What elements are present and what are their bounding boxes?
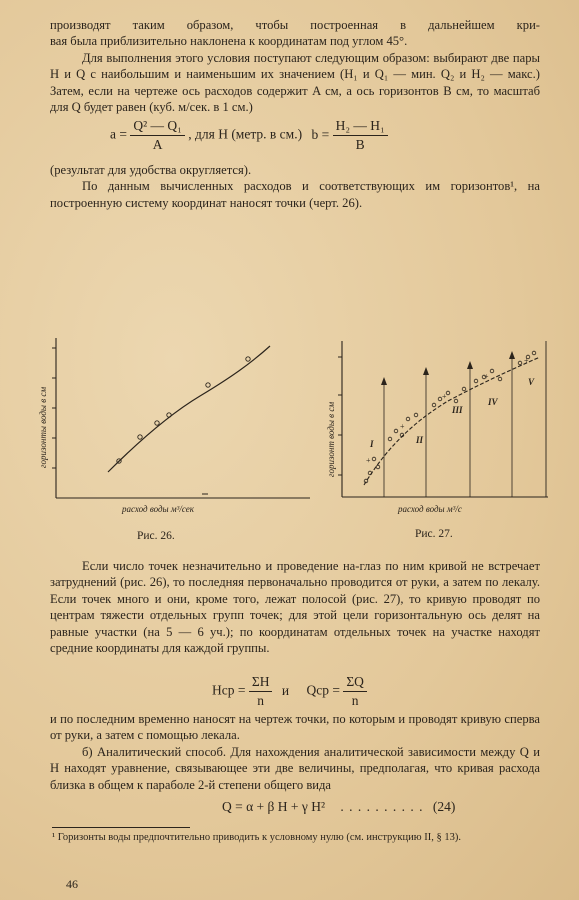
paragraph-method: Для выполнения этого условия поступают следующим образом: выбирают две пары H и Q с наибольшим и наименьшим их значением (H₁ и Q₁ — мин. Q₂ и H₂ — макс.) Затем, если на чертеже ось расходов содержит A см, а ось горизонтов B см, то масштаб для Q будет равен (куб. м/сек. в 1 см.) bbox=[50, 50, 540, 115]
fig27-curve bbox=[364, 357, 540, 485]
group-label-II: II bbox=[416, 435, 424, 445]
data-point bbox=[206, 383, 210, 387]
fraction-b-numerator: H₂ — H₁ bbox=[333, 118, 388, 136]
fig26-y-axis-label: горизонты воды в см bbox=[38, 386, 48, 468]
fig26-points bbox=[117, 357, 250, 463]
formula-middle-text: , для H (метр. в см.) bbox=[188, 126, 303, 142]
paragraph-redraw: и по последним временно наносят на чертеж точки, по которым и проводят кривую сперва от руки, а затем с помощью лекала. bbox=[50, 712, 540, 743]
after-paragraphs bbox=[50, 711, 540, 793]
equation-number: (24) bbox=[432, 799, 456, 814]
fig27-axes bbox=[338, 341, 548, 497]
fraction-mean-h-denominator: n bbox=[257, 693, 265, 708]
fraction-mean-h-numerator: ΣH bbox=[249, 674, 273, 692]
footnote: ¹ Горизонты воды предпочтительно приводить к условному нулю (см. инструкцию II, § 13). bbox=[52, 832, 461, 843]
group-label-III: III bbox=[452, 405, 463, 415]
svg-text:+: + bbox=[366, 456, 371, 465]
fig26-x-axis-label: расход воды м³/сек bbox=[122, 504, 194, 514]
svg-text:+: + bbox=[484, 372, 489, 381]
mean-and: и bbox=[281, 682, 290, 698]
fraction-mean-q-numerator: ΣQ bbox=[343, 674, 367, 692]
fraction-mean-q bbox=[343, 674, 367, 709]
footnote-divider bbox=[52, 827, 190, 828]
group-label-I: I bbox=[370, 439, 374, 449]
fig27-x-axis-label: расход воды м³/с bbox=[398, 504, 462, 514]
fig27-caption: Рис. 27. bbox=[415, 528, 453, 540]
group-label-IV: IV bbox=[488, 397, 498, 407]
top-paragraph bbox=[50, 17, 540, 115]
figure-27 bbox=[326, 335, 553, 514]
data-point bbox=[167, 413, 171, 417]
svg-text:+: + bbox=[524, 356, 529, 365]
data-point bbox=[138, 435, 142, 439]
fig26-curve bbox=[108, 346, 270, 472]
fraction-b bbox=[333, 118, 388, 153]
svg-text:+: + bbox=[400, 422, 405, 431]
fig26-caption: Рис. 26. bbox=[137, 530, 175, 542]
fraction-a-numerator: Q² — Q₁ bbox=[130, 118, 185, 136]
data-point bbox=[246, 357, 250, 361]
text-line: производят таким образом, чтобы построенная в дальнейшем кри- bbox=[50, 18, 540, 32]
mean-q-lhs: Qср = bbox=[306, 682, 340, 698]
data-point bbox=[155, 421, 159, 425]
scale-formula bbox=[110, 118, 388, 153]
formula-a-lhs: a = bbox=[110, 126, 127, 142]
paragraph-rounding: (результат для удобства округляется). bbox=[50, 163, 252, 177]
group-label-V: V bbox=[528, 377, 535, 387]
paragraph-curve-drawing: Если число точек незначительно и проведение на-глаз по ним кривой не встречает затруднений (рис. 26), то последняя первоначально проводится от руки, а затем по лекалу. Если точек много и они, кроме того, лежат полосой (рис. 27), то кривую проводят по центрам тяжести отдельных групп точек; для этой цели горизонтальную ось делят на равные участки (на 5 — 6 уч.); по координатам отдельных точек на участке находят средние координаты для каждой группы. bbox=[50, 559, 540, 656]
mid-paragraphs bbox=[50, 162, 540, 211]
fraction-mean-h bbox=[249, 674, 273, 709]
svg-text:+: + bbox=[442, 392, 447, 401]
mean-formula bbox=[212, 674, 367, 709]
fraction-b-denominator: B bbox=[355, 137, 365, 152]
fraction-a-denominator: A bbox=[152, 137, 163, 152]
equation-text: Q = α + β H + γ H² bbox=[222, 799, 326, 814]
body-paragraph bbox=[50, 558, 540, 656]
fraction-mean-q-denominator: n bbox=[351, 693, 359, 708]
text-line: вая была приблизительно наклонена к координатам под углом 45°. bbox=[50, 34, 408, 49]
equation-dots: . . . . . . . . . . bbox=[340, 799, 424, 814]
fig27-y-axis-label: горизонт воды в см bbox=[326, 401, 336, 477]
paragraph-analytic-method: б) Аналитический способ. Для нахождения аналитической зависимости между Q и H находят уравнение, связывающее эти две величины, предполагая, что кривая расхода близка в общем к параболе 2-й степени общего вида bbox=[50, 744, 540, 792]
paragraph-plot-points: По данным вычисленных расходов и соответствующих им горизонтов¹, на построенную систему координат наносят точки (черт. 26). bbox=[50, 179, 540, 210]
mean-h-lhs: Hср = bbox=[212, 682, 246, 698]
figure-26 bbox=[30, 328, 320, 514]
formula-b-lhs: b = bbox=[311, 126, 330, 142]
page-number: 46 bbox=[66, 877, 78, 891]
fraction-a bbox=[130, 118, 185, 153]
equation-24 bbox=[222, 799, 455, 815]
fig26-axes bbox=[52, 338, 310, 498]
